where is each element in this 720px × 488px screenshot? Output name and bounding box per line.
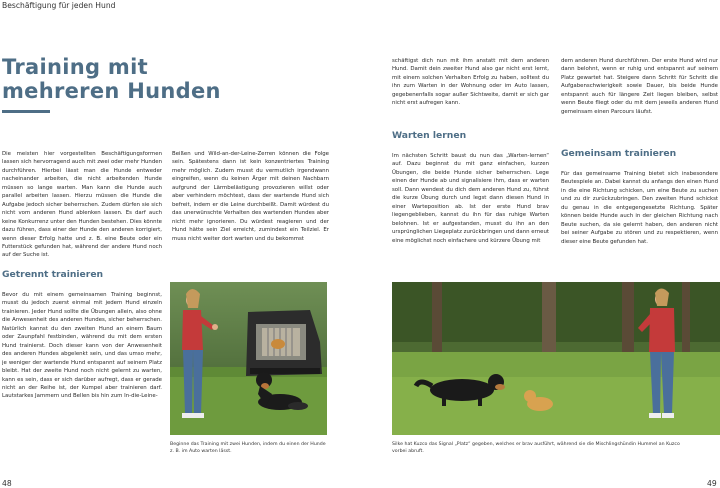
title-underline bbox=[2, 110, 50, 113]
page-number-right: 49 bbox=[707, 479, 717, 488]
col2-paragraph: Beißen und Wild-an-der-Leine-Zerren können die Folge sein. Spätestens dann ist kein konzentriertes Training mehr möglich. Zudem musst du vermutlich irgendwann eingreifen, wenn du keinen Ärger mit deinen Nachbarn aufgrund der Lärmbelästigung provozieren willst oder aber verhindern möchtest, dass der wartende Hund sich befreit, indem er die Leine durchbeißt. Damit würdest du das unerwünschte Verhalten des wartenden Hundes aber nicht mehr ignorieren. Du würdest reagieren und der Hund hätte sein Ziel erreicht, zumindest ein Teilziel. Er muss nicht weiter dort warten und du bekommst bbox=[172, 151, 329, 242]
caption-left: Beginne das Training mit zwei Hunden, indem du einen der Hunde z. B. im Auto warten lässt. bbox=[170, 442, 326, 454]
running-head: Beschäftigung für jeden Hund bbox=[2, 1, 116, 10]
col4-top-paragraph: dem anderen Hund durchführen. Der erste Hund wird nur dann belohnt, wenn er ruhig und entspannt auf seinem Platz gewartet hat. Steigere dann Schritt für Schritt die Aufgabenschwierigkeit sowie Dauer, bis beide Hunde entspannt auch für längere Zeit liegen bleiben, selbst wenn Beute fliegt oder du mit dem jeweils anderen Hund gemeinsam einen Parcours läufst. bbox=[561, 58, 718, 115]
gemeinsam-paragraph: Für das gemeinsame Training bietet sich insbesondere Beutespiele an. Dabei kannst du anfangs den einen Hund in die eine Richtung schicken, um eine Beute zu suchen und zu dir zurückzubringen. Den zweiten Hund schickst du genau in die entgegengesetzte Richtung. Später können beide Hunde auch in der gleichen Richtung nach Beute suchen, da sie gelernt haben, den anderen nicht bei seiner Aufgabe zu stören und zu respektieren, wenn dieser eine Beute gefunden hat. bbox=[561, 171, 718, 245]
photo-dogs-field bbox=[392, 282, 720, 435]
caption-right: Silke hat Kuzco das Signal „Platz“ gegeben, welches er brav ausführt, während sie die Mischlingshündin Hummel an Kuzco vorbei abruft. bbox=[392, 442, 680, 454]
col3-top-paragraph: schäftigst dich nun mit ihm anstatt mit dem anderen Hund. Damit dein zweiter Hund also gar nicht erst lernt, mit einem solchen Verhalten Erfolg zu haben, solltest du ihn zum Warten in der Wohnung oder im Auto lassen, gegebenenfalls sogar außer Sichtweite, damit er sich gar nicht erst aufregen kann. bbox=[392, 58, 549, 107]
heading-getrennt-trainieren: Getrennt trainieren bbox=[2, 269, 104, 280]
warten-paragraph: Im nächsten Schritt baust du nun das „Warten-lernen“ auf. Dazu beginnst du mit ganz einfachen, kurzen Übungen, die beide Hunde sicher beherrschen. Lege einen der Hunde ab und signalisiere ihm, dass er warten soll. Dann wendest du dich dem anderen Hund zu, führst die kurze Übung durch und legst dann diesen Hund in einer Warteposition ab. Ist der erste Hund brav liegengeblieben, kannst du ihn für das ruhige Warten belohnen. Ist er aufgestanden, musst du ihn an den ursprünglichen Liegeplatz zurückbringen und dann erneut eine möglichst noch einfachere und kürzere Übung mit bbox=[392, 153, 549, 244]
heading-warten-lernen: Warten lernen bbox=[392, 130, 467, 141]
page-title: Training mit mehreren Hunden bbox=[2, 55, 221, 103]
photo-dogs-car bbox=[170, 282, 327, 435]
page-number-left: 48 bbox=[2, 479, 12, 488]
heading-gemeinsam-trainieren: Gemeinsam trainieren bbox=[561, 148, 677, 159]
intro-paragraph: Die meisten hier vorgestellten Beschäftigungsformen lassen sich hervorragend auch mit zwei oder mehr Hunden durchführen. Hierbei lässt man die Hunde entweder nacheinander arbeiten, die nicht arbeitenden Hunde müssen so lange warten. Man kann die Hunde auch parallel arbeiten lassen. Hierzu müssen die Hunde die Aufgabe jedoch sicher beherrschen. Zudem dürfen sie sich nicht vom anderen Hund ablenken lassen. Es darf auch keine Konkurrenz unter den Hunden bestehen. Dies könnte dazu führen, dass einer der Hunde den anderen korrigiert, wenn dieser Erfolg hatte und z. B. eine Beute oder ein Futterstück gefunden hat, während der andere Hund noch auf der Suche ist. bbox=[2, 151, 162, 259]
getrennt-paragraph: Bevor du mit einem gemeinsamen Training beginnst, musst du jedoch zuerst einmal mit jedem Hund einzeln trainieren. Jeder Hund sollte die Übungen allein, also ohne die Anwesenheit des anderen Hundes, sicher beherrschen. Natürlich kannst du den zweiten Hund an einem Baum oder Zaunpfahl festbinden, während du mit dem ersten Hund trainierst. Doch dieser kann von der Anwesenheit des anderen Hundes abgelenkt sein, und das umso mehr, je weniger der wartende Hund entspannt auf seinem Platz bleibt. Hat der zweite Hund noch nicht gelernt zu warten, kann es sein, dass er sich darüber aufregt, dass er gerade nicht an der Reihe ist, der Kumpel aber trainieren darf. Lautstarkes Jammern und Bellen bis hin zum In-die-Leine- bbox=[2, 292, 162, 400]
